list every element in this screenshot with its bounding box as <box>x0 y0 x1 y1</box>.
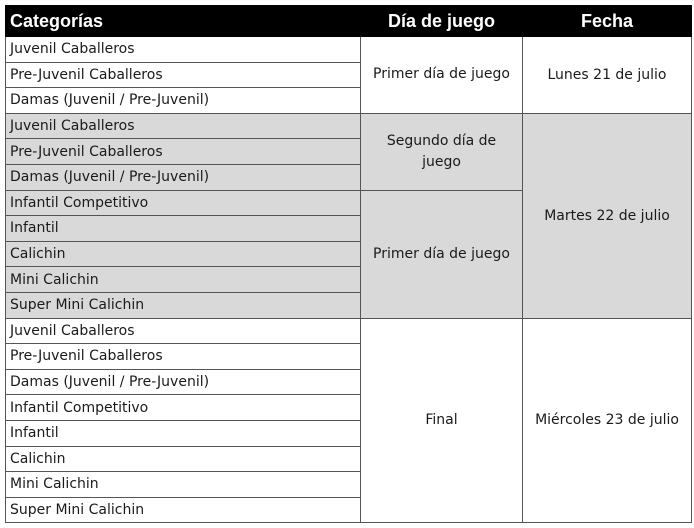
fecha-cell: Lunes 21 de julio <box>523 37 692 114</box>
category-cell: Mini Calichin <box>6 267 361 293</box>
category-cell: Juvenil Caballeros <box>6 318 361 344</box>
category-cell: Infantil <box>6 216 361 242</box>
category-cell: Infantil Competitivo <box>6 190 361 216</box>
category-cell: Pre-Juvenil Caballeros <box>6 62 361 88</box>
category-cell: Super Mini Calichin <box>6 497 361 523</box>
category-cell: Damas (Juvenil / Pre-Juvenil) <box>6 88 361 114</box>
category-cell: Juvenil Caballeros <box>6 37 361 63</box>
fecha-cell: Miércoles 23 de julio <box>523 318 692 523</box>
category-cell: Damas (Juvenil / Pre-Juvenil) <box>6 164 361 190</box>
dia-cell: Primer día de juego <box>361 37 523 114</box>
category-cell: Calichin <box>6 241 361 267</box>
category-cell: Pre-Juvenil Caballeros <box>6 344 361 370</box>
category-cell: Calichin <box>6 446 361 472</box>
table-row <box>6 318 692 344</box>
dia-cell: Final <box>361 318 523 523</box>
fecha-cell: Martes 22 de julio <box>523 113 692 318</box>
header-dia-de-juego: Día de juego <box>361 6 523 37</box>
table-body <box>6 37 692 523</box>
category-cell: Mini Calichin <box>6 472 361 498</box>
header-row <box>6 6 692 37</box>
category-cell: Super Mini Calichin <box>6 292 361 318</box>
table-row <box>6 37 692 63</box>
category-cell: Damas (Juvenil / Pre-Juvenil) <box>6 369 361 395</box>
category-cell: Infantil <box>6 420 361 446</box>
dia-cell: Segundo día de juego <box>361 113 523 190</box>
header-categorias: Categorías <box>6 6 361 37</box>
schedule-table <box>5 5 692 523</box>
table-header <box>6 6 692 37</box>
category-cell: Juvenil Caballeros <box>6 113 361 139</box>
table-row <box>6 113 692 139</box>
dia-cell: Primer día de juego <box>361 190 523 318</box>
category-cell: Infantil Competitivo <box>6 395 361 421</box>
category-cell: Pre-Juvenil Caballeros <box>6 139 361 165</box>
header-fecha: Fecha <box>523 6 692 37</box>
schedule-table-wrapper <box>5 5 692 523</box>
